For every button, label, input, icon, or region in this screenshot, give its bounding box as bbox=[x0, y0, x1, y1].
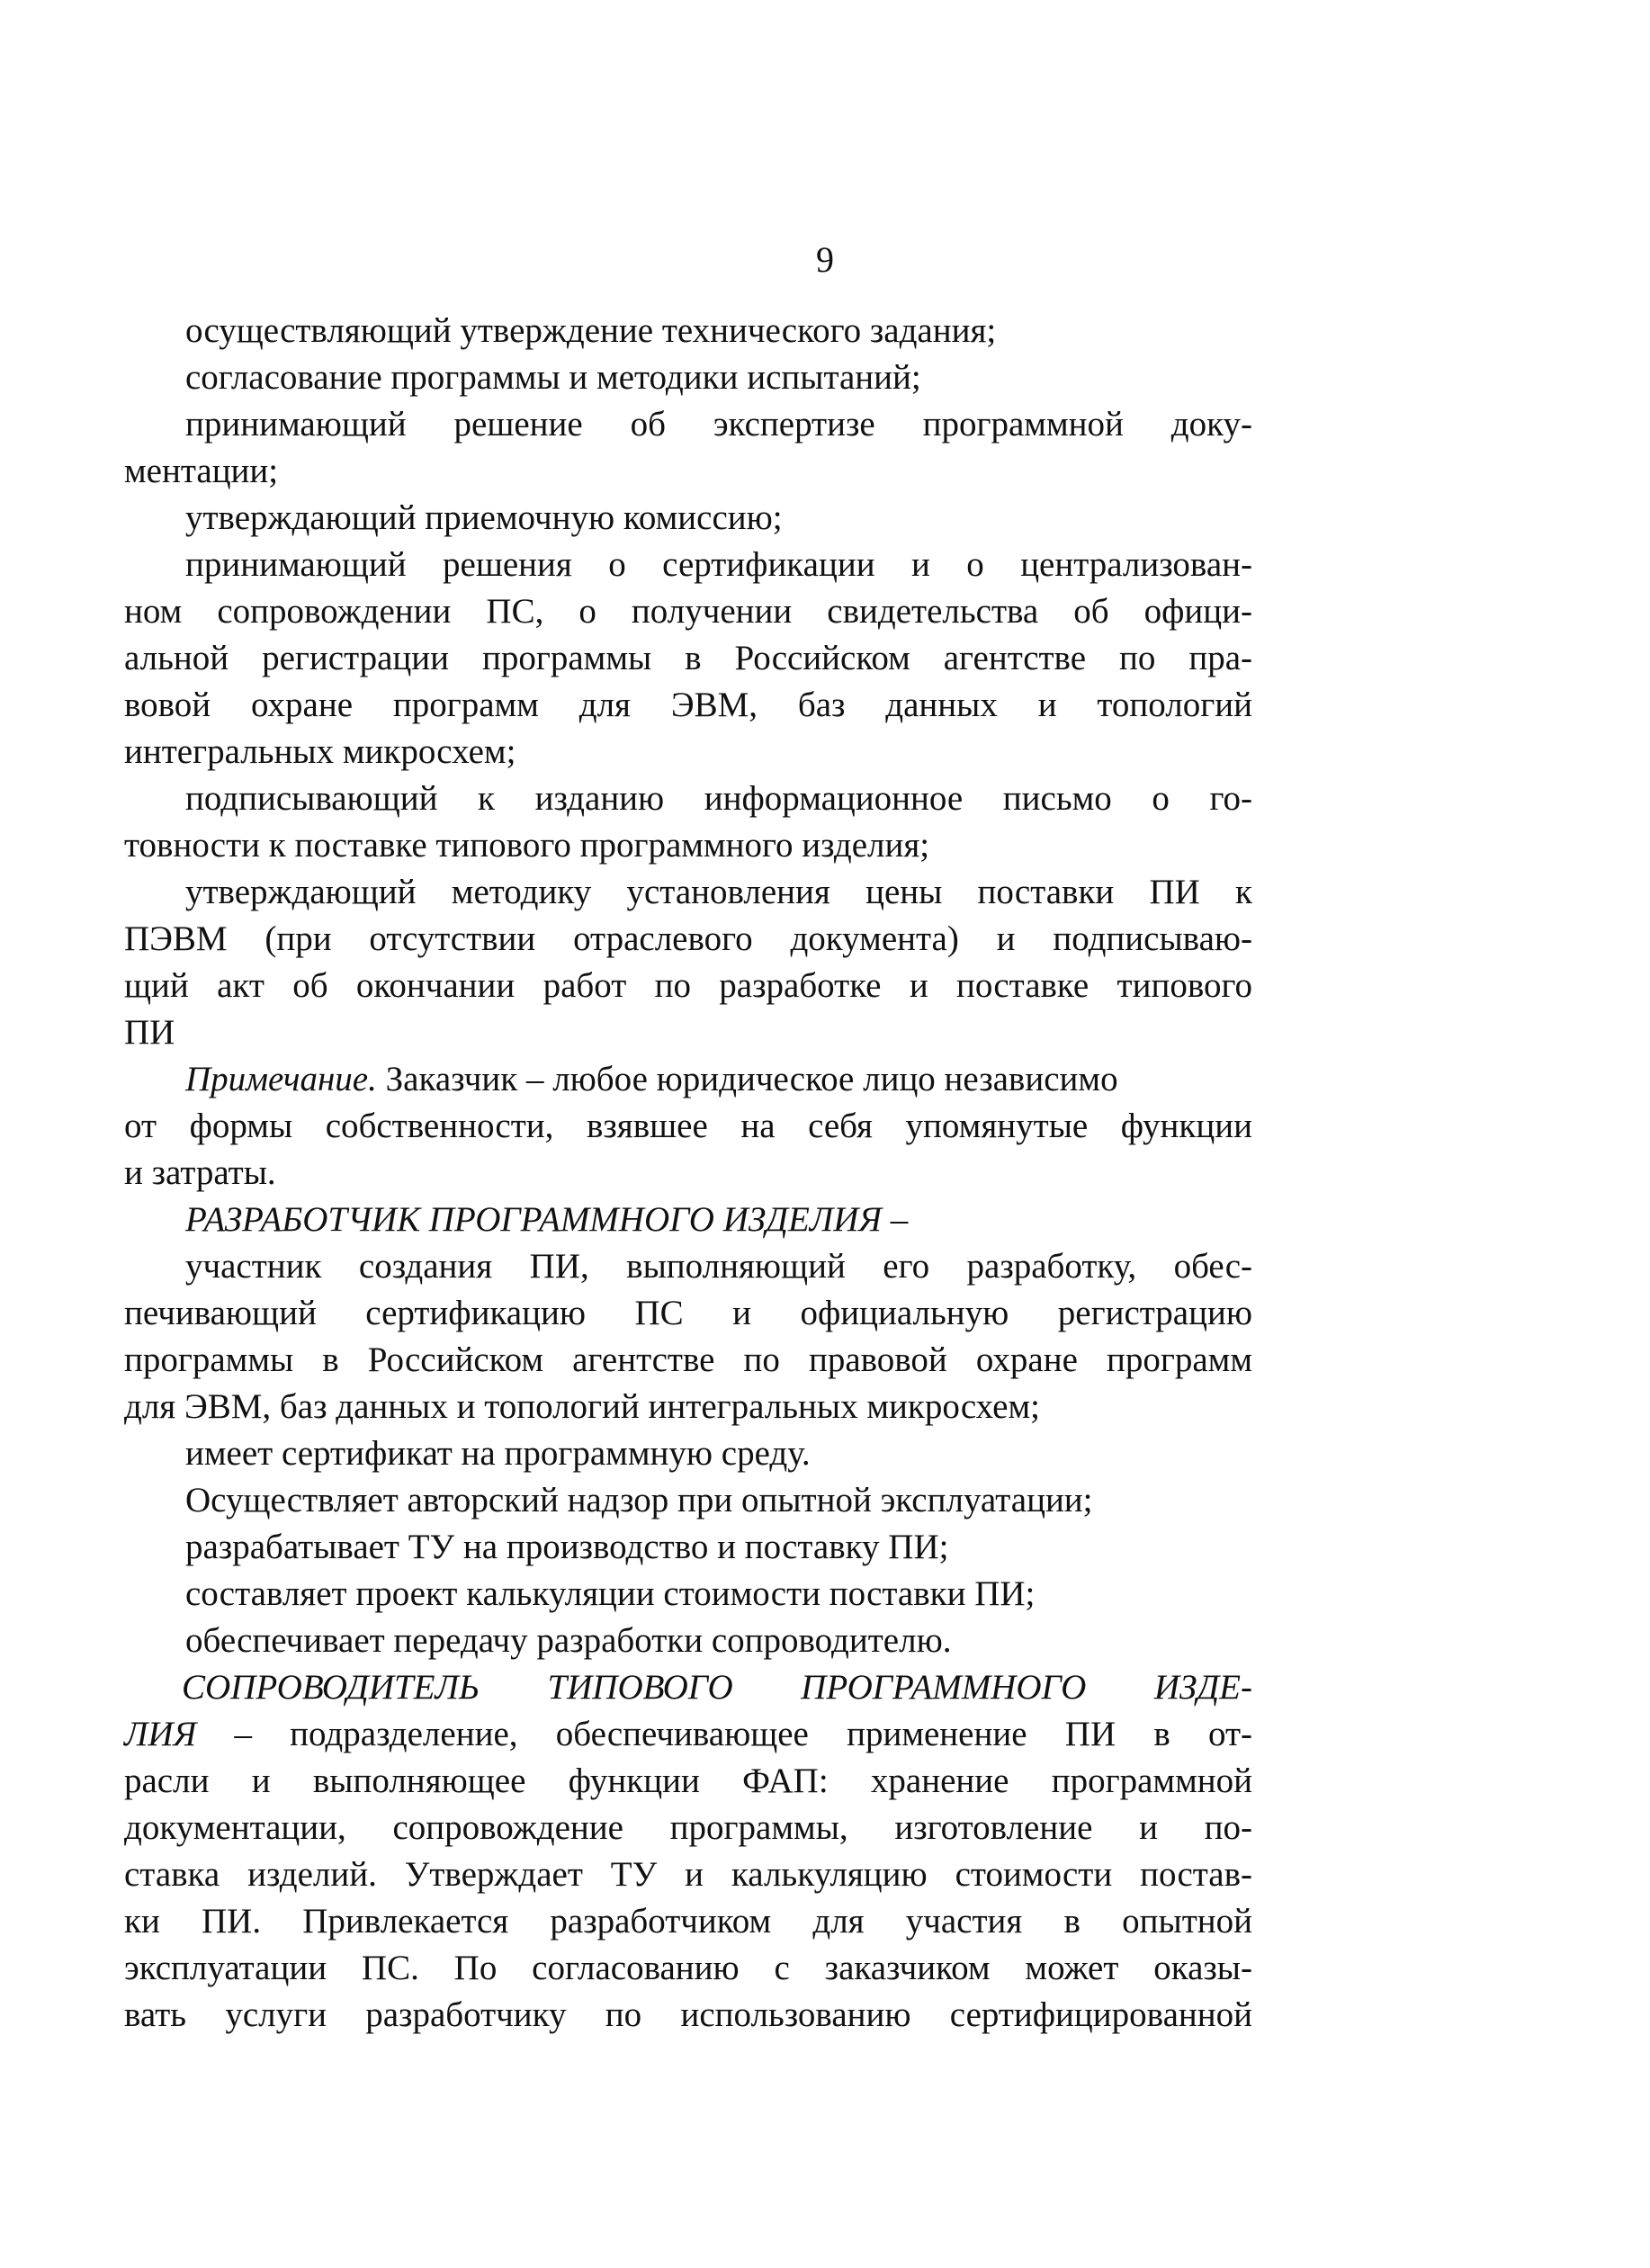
text-line: вовой охране программ для ЭВМ, баз данных и топологий bbox=[124, 686, 1252, 724]
text-line: ки ПИ. Привлекается разработчиком для участия в опытной bbox=[124, 1902, 1252, 1941]
text-line: принимающий решения о сертификации и о централизован- bbox=[185, 545, 1252, 584]
text-line: принимающий решение об экспертизе программной доку- bbox=[185, 405, 1252, 444]
page-number: 9 bbox=[816, 239, 834, 280]
text-line: эксплуатации ПС. По согласованию с заказчиком может оказы- bbox=[124, 1949, 1252, 1987]
note-line bbox=[124, 1056, 1252, 1103]
text-line: согласование программы и методики испытаний; bbox=[185, 358, 921, 397]
text-line: вать услуги разработчику по использованию сертифицированной bbox=[124, 1995, 1252, 2034]
text-line: утверждающий методику установления цены поставки ПИ к bbox=[185, 873, 1252, 911]
text-line: имеет сертификат на программную среду. bbox=[185, 1434, 811, 1473]
text-line: печивающий сертификацию ПС и официальную регистрацию bbox=[124, 1294, 1252, 1332]
text-line: составляет проект калькуляции стоимости поставки ПИ; bbox=[185, 1574, 1036, 1613]
text-line: утверждающий приемочную комиссию; bbox=[185, 498, 783, 537]
text-line: участник создания ПИ, выполняющий его разработку, обес- bbox=[185, 1247, 1252, 1286]
text-line: документации, сопровождение программы, изготовление и по- bbox=[124, 1808, 1252, 1847]
term-heading-developer: РАЗРАБОТЧИК ПРОГРАММНОГО ИЗДЕЛИЯ – bbox=[185, 1200, 909, 1239]
text-line: ПИ bbox=[124, 1013, 175, 1052]
text-line: от формы собственности, взявшее на себя упомянутые функции bbox=[124, 1107, 1252, 1145]
text-line: Осуществляет авторский надзор при опытной эксплуатации; bbox=[185, 1481, 1093, 1519]
document-body bbox=[124, 308, 1252, 2039]
developer-section bbox=[124, 1197, 1252, 1664]
text-line: подписывающий к изданию информационное письмо о го- bbox=[185, 779, 1252, 818]
text-line: щий акт об окончании работ по разработке и поставке типового bbox=[124, 966, 1252, 1005]
text-line: расли и выполняющее функции ФАП: хранение программной bbox=[124, 1762, 1252, 1800]
maintainer-section bbox=[124, 1664, 1252, 2039]
text-line: программы в Российском агентстве по правовой охране программ bbox=[124, 1340, 1252, 1379]
text-line: для ЭВМ, баз данных и топологий интегральных микросхем; bbox=[124, 1387, 1040, 1426]
term-heading-maintainer-end: ЛИЯ bbox=[124, 1715, 197, 1753]
text-line: разрабатывает ТУ на производство и поставку ПИ; bbox=[185, 1528, 949, 1566]
text-line: и затраты. bbox=[124, 1153, 276, 1192]
note-paragraph bbox=[124, 1056, 1252, 1197]
note-text: Заказчик – любое юридическое лицо независимо bbox=[376, 1060, 1118, 1098]
text-line: ставка изделий. Утверждает ТУ и калькуляцию стоимости постав- bbox=[124, 1855, 1252, 1894]
text-line: ПЭВМ (при отсутствии отраслевого документа) и подписываю- bbox=[124, 919, 1252, 958]
text-line: товности к поставке типового программного изделия; bbox=[124, 826, 930, 865]
term-heading-maintainer: СОПРОВОДИТЕЛЬ ТИПОВОГО ПРОГРАММНОГО ИЗДЕ- bbox=[182, 1668, 1252, 1707]
paragraph-customer-functions bbox=[124, 308, 1252, 1056]
text-line: ном сопровождении ПС, о получении свидетельства об офици- bbox=[124, 592, 1252, 631]
text-line: осуществляющий утверждение технического задания; bbox=[185, 311, 997, 350]
text-line: альной регистрации программы в Российском агентстве по пра- bbox=[124, 639, 1252, 677]
note-label: Примечание. bbox=[185, 1060, 377, 1098]
text-line: интегральных микросхем; bbox=[124, 732, 516, 771]
text-line bbox=[124, 1711, 1252, 1758]
text-line: ментации; bbox=[124, 452, 279, 490]
definition-text: – подразделение, обеспечивающее применение ПИ в от- bbox=[196, 1715, 1252, 1753]
text-line: обеспечивает передачу разработки сопроводителю. bbox=[185, 1621, 952, 1660]
